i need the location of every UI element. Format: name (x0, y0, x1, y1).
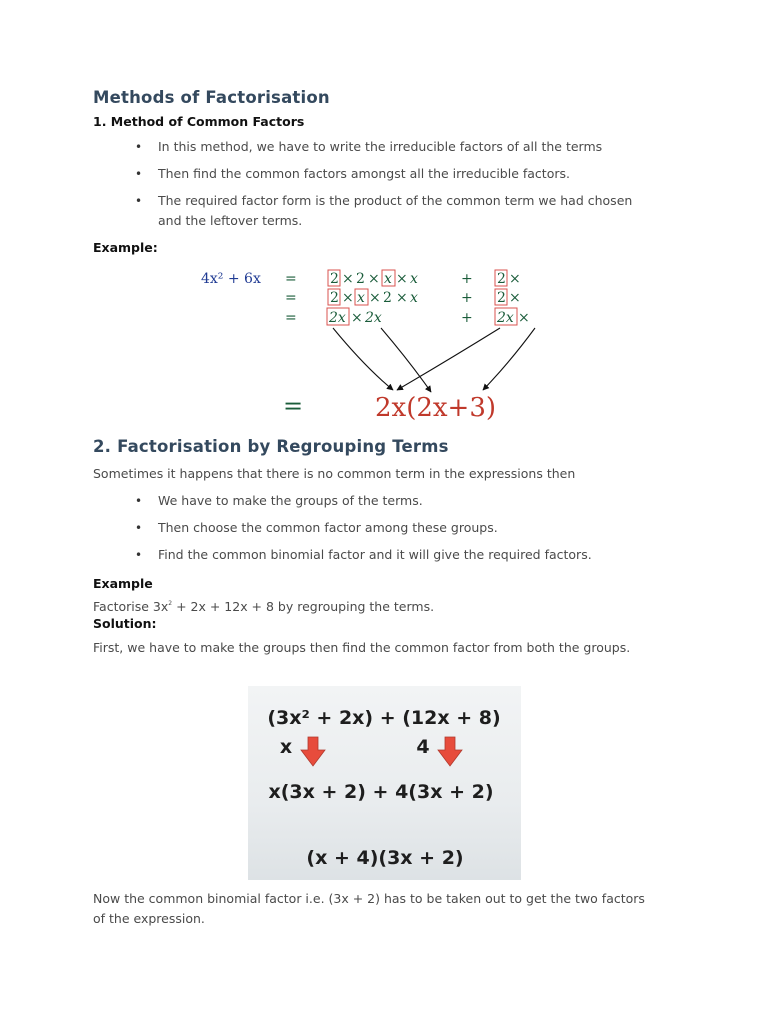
down-arrow-icon (438, 737, 462, 766)
list-item: • Then choose the common factor among these groups. (93, 518, 653, 538)
regrouping-figure (248, 686, 521, 880)
arrow-icon (333, 328, 393, 390)
factor: 2x (497, 310, 514, 326)
factor: x (410, 271, 418, 287)
factor: x (410, 290, 418, 306)
common-factors-diagram-lower (195, 262, 530, 432)
plus-sign: + (461, 271, 473, 287)
factor: 2 (330, 290, 339, 306)
list-item: • Find the common binomial factor and it will give the required factors. (93, 545, 653, 565)
example-text-part: Factorise 3x (93, 599, 169, 614)
solution-label: Solution: (93, 616, 157, 631)
section1-title: 1. Method of Common Factors (93, 114, 305, 129)
factor: 2 (330, 271, 339, 287)
plus-sign: + (461, 290, 473, 306)
page-title: Methods of Factorisation (93, 88, 330, 107)
section1-bullets (93, 137, 653, 238)
factor-4: 4 (416, 736, 430, 758)
times-sign: × (396, 271, 408, 287)
regroup-line3: (x + 4)(3x + 2) (306, 847, 464, 869)
times-sign: × (368, 271, 380, 287)
equals-sign: = (285, 271, 297, 287)
times-sign: × (369, 290, 381, 306)
list-item: • In this method, we have to write the irreducible factors of all the terms (93, 137, 653, 157)
down-arrow-icon (301, 737, 325, 766)
factor: x (384, 271, 392, 287)
factor: 2 (497, 290, 506, 306)
conclusion-text: Now the common binomial factor i.e. (3x + 2) has to be taken out to get the two factors of the expression. (93, 891, 645, 926)
factor: x (357, 290, 365, 306)
example-exponent: 2 (168, 600, 173, 607)
times-sign: × (509, 271, 521, 287)
example-text-part: + 2x + 12x + 8 by regrouping the terms. (172, 599, 435, 614)
regroup-line2: x(3x + 2) + 4(3x + 2) (268, 781, 494, 803)
equals-sign: = (285, 290, 297, 306)
factor: 2 (356, 271, 365, 287)
arrow-icon (381, 328, 431, 392)
section2-bullets (93, 491, 653, 572)
times-sign: × (342, 290, 354, 306)
factor: 2x (329, 310, 346, 326)
result-equals: = (283, 392, 304, 420)
arrow-icon (397, 328, 500, 390)
times-sign: × (396, 290, 408, 306)
regroup-line1: (3x² + 2x) + (12x + 8) (267, 707, 501, 729)
arrow-icon (483, 328, 535, 390)
list-item: • The required factor form is the product of the common term we had chosen and the leftover terms. (93, 191, 653, 231)
list-item: • We have to make the groups of the terms. (93, 491, 653, 511)
section2-title: 2. Factorisation by Regrouping Terms (93, 437, 449, 456)
factor: 2x (365, 310, 382, 326)
result-expression: 2x(2x+3) (375, 393, 497, 423)
factor-x: x (279, 736, 293, 758)
list-item: • Then find the common factors amongst all the irreducible factors. (93, 164, 653, 184)
factor: 2 (497, 271, 506, 287)
figure1-lhs: 4x² + 6x (201, 271, 261, 287)
section2-example-text (93, 594, 434, 617)
times-sign: × (342, 271, 354, 287)
times-sign: × (509, 290, 521, 306)
solution-text: First, we have to make the groups then find the common factor from both the groups. (93, 640, 631, 655)
times-sign: × (518, 310, 530, 326)
factor: 2 (383, 290, 392, 306)
arrows (333, 328, 535, 392)
section2-example-label: Example (93, 576, 153, 591)
equals-sign: = (285, 310, 297, 326)
plus-sign: + (461, 310, 473, 326)
times-sign: × (351, 310, 363, 326)
section1-example-label: Example: (93, 240, 158, 255)
section2-intro: Sometimes it happens that there is no common term in the expressions then (93, 466, 576, 481)
